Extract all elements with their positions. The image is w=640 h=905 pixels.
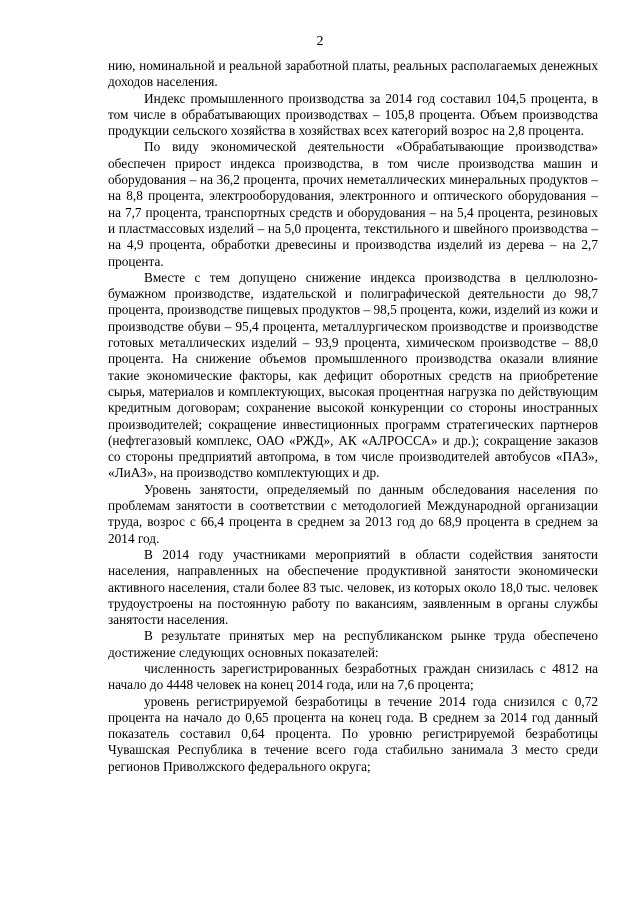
page-number: 2 — [316, 34, 324, 49]
list-item-unemployment-rate: уровень регистрируемой безработицы в течение 2014 года снизился с 0,72 процента на начало до 0,65 процента на конец года. В среднем за 2014 год данный показатель составил 0,64 процента. По уровню регистрируемой безработицы Чувашская Республика в течение всего года стабильно занимала 3 место среди регионов Приволжского федерального округа; — [108, 693, 598, 774]
paragraph-manufacturing-growth: По виду экономической деятельности «Обрабатывающие производства» обеспечен прирост индекса производства, в том числе производства машин и оборудования – на 36,2 процента, прочих неметаллических минеральных продуктов – на 8,8 процента, электрооборудования, электронного и оптического оборудования – на 7,7 процента, транспортных средств и оборудования – на 5,4 процента, резиновых и пластмассовых изделий – на 5,0 процента, текстильного и швейного производства – на 4,9 процента, обработки древесины и производства изделий из дерева – на 2,7 процента. — [108, 139, 598, 269]
paragraph-industrial-index: Индекс промышленного производства за 2014 год составил 104,5 процента, в том числе в обрабатывающих производствах – 105,8 процента. Объем производства продукции сельского хозяйства в хозяйствах всех категорий возрос на 2,8 процента. — [108, 90, 598, 139]
paragraph-results-intro: В результате принятых мер на республиканском рынке труда обеспечено достижение следующих основных показателей: — [108, 628, 598, 660]
paragraph-employment-level: Уровень занятости, определяемый по данным обследования населения по проблемам занятости в соответствии с методологией Международной организации труда, возрос с 66,4 процента в среднем за 2013 год до 68,9 процента в среднем за 2014 год. — [108, 481, 598, 546]
paragraph-production-decline: Вместе с тем допущено снижение индекса производства в целлюлозно-бумажном производстве, издательской и полиграфической деятельности до 98,7 процента, производстве пищевых продуктов – 98,5 процента, кожи, изделий из кожи и производстве обуви – 95,4 процента, металлургическом производстве и производстве готовых металлических изделий – 93,9 процента, химическом производстве – 88,0 процента. На снижение объемов промышленного производства оказали влияние такие экономические факторы, как дефицит оборотных средств на приобретение сырья, материалов и комплектующих, высокая процентная нагрузка по действующим кредитным договорам; сохранение высокой конкуренции со стороны иностранных производителей; сокращение инвестиционных программ стратегических партнеров (нефтегазовый комплекс, ОАО «РЖД», АК «АЛРОССА» и др.); сокращение заказов со стороны предприятий автопрома, в том числе производителей автобусов «ПАЗ», «ЛиАЗ», на производство комплектующих и др. — [108, 269, 598, 481]
paragraph-employment-measures: В 2014 году участниками мероприятий в области содействия занятости населения, направленных на обеспечение продуктивной занятости экономически активного населения, стали более 83 тыс. человек, из которых около 18,0 тыс. человек трудоустроены на постоянную работу по вакансиям, заявленным в органы службы занятости населения. — [108, 546, 598, 628]
list-item-unemployed-count: численность зарегистрированных безработных граждан снизилась с 4812 на начало до 4448 человек на конец 2014 года, или на 7,6 процента; — [108, 660, 598, 693]
document-body — [108, 58, 598, 775]
paragraph-continuation: нию, номинальной и реальной заработной платы, реальных располагаемых денежных доходов населения. — [108, 58, 598, 90]
